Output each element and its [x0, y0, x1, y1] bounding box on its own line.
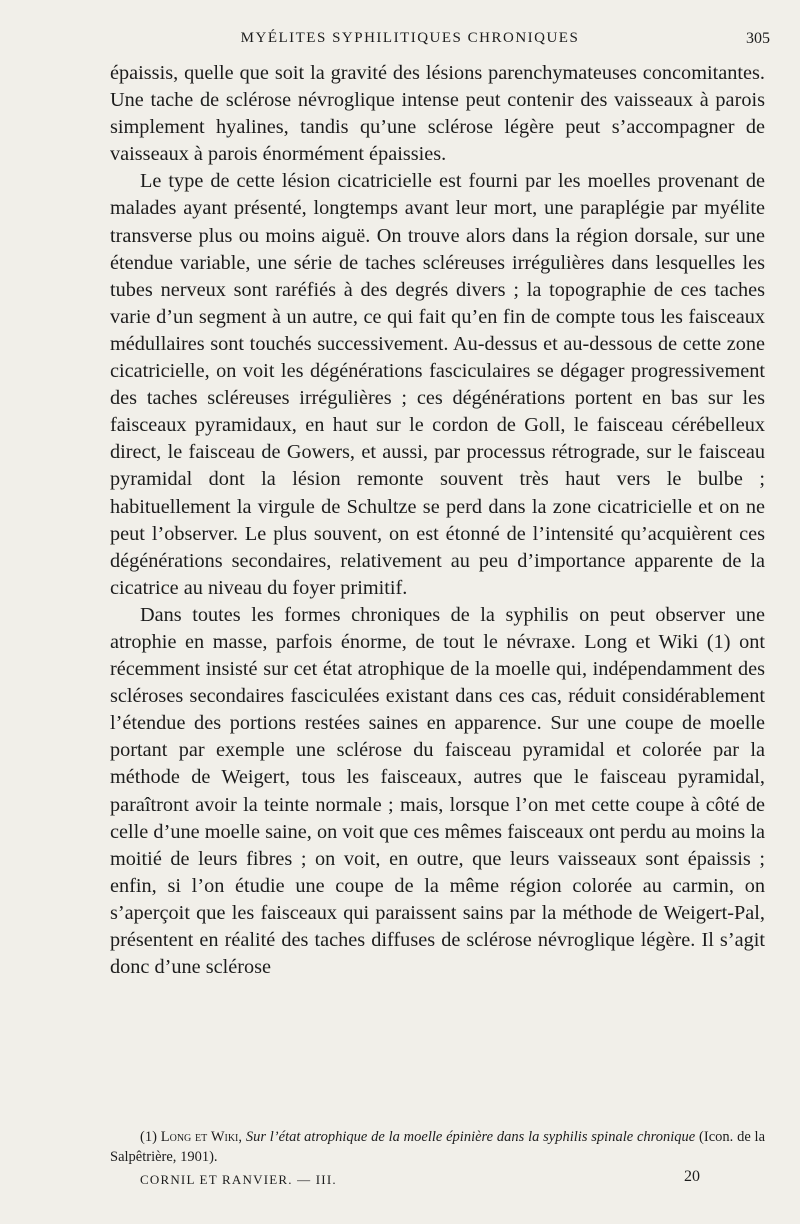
- footnote: [110, 1127, 765, 1167]
- footnote-marker: (1): [140, 1129, 157, 1145]
- signature-number: 20: [684, 1168, 700, 1185]
- paragraph-atrophy: Dans toutes les formes chroniques de la syphilis on peut observer une atrophie en masse, parfois énorme, de tout le névraxe. Long et Wiki (1) ont récemment insisté sur cet état atrophique de la moelle qui, indépendamment des scléroses secondaires fasciculées existant dans ces cas, réduit considérablement l’étendue des portions restées saines en apparence. Sur une coupe de moelle portant par exemple une sclérose du faisceau pyramidal et colorée par la méthode de Weigert, tous les faisceaux, autres que le faisceau pyramidal, paraîtront avoir la teinte normale ; mais, lorsque l’on met cette coupe à côté de celle d’une moelle saine, on voit que ces mêmes faisceaux ont perdu au moins la moitié de leurs fibres ; on voit, en outre, que leurs vaisseaux sont épaissis ; enfin, si l’on étudie une coupe de la même région colorée au carmin, on s’aperçoit que les faisceaux qui paraissent sains par la méthode de Weigert-Pal, présentent en réalité des taches diffuses de sclérose névroglique légère. Il s’agit donc d’une sclérose: [110, 603, 765, 979]
- footnote-title: Sur l’état atrophique de la moelle épinière dans la syphilis spinale chronique: [245, 1129, 696, 1145]
- footnote-source: (Icon. de la Salpêtrière,: [110, 1129, 766, 1165]
- footnote-year: 1901).: [180, 1149, 218, 1165]
- footnote-authors: Long et Wiki,: [160, 1129, 243, 1145]
- paragraph-cicatricial-lesion: Le type de cette lésion cicatricielle est fourni par les moelles provenant de malades ayant présenté, longtemps avant leur mort, une paraplégie par myélite transverse plus ou moins aiguë. On trouve alors dans la région dorsale, sur une étendue variable, une série de taches scléreuses irrégulières dans lesquelles les tubes nerveux sont raréfiés à des degrés divers ; la topographie de ces taches varie d’un segment à un autre, ce qui fait qu’en fin de compte tous les faisceaux médullaires sont touchés successivement. Au-dessus et au-dessous de cette zone cicatricielle, on voit les dégénérations fasciculaires se dégager progressivement des taches scléreuses irrégulières ; ces dégénérations portent en bas sur les faisceaux pyramidaux, en haut sur le cordon de Goll, le faisceau cérébelleux direct, le faisceau de Gowers, et aussi, par processus rétrograde, sur le faisceau pyramidal dont la lésion remonte souvent très haut vers le bulbe ; habituellement la virgule de Schultze se perd dans la zone cicatricielle et on ne peut l’observer. Le plus souvent, on est étonné de l’intensité qu’acquièrent ces dégénérations secondaires, relativement au peu d’importance apparente de la cicatrice au niveau du foyer primitif.: [110, 170, 765, 599]
- body-text: [110, 60, 765, 981]
- running-title: MYÉLITES SYPHILITIQUES CHRONIQUES: [240, 30, 580, 46]
- signature-label: CORNIL ET RANVIER. — III.: [140, 1172, 337, 1187]
- page-number: 305: [746, 30, 770, 47]
- paragraph-continuation: épaissis, quelle que soit la gravité des lésions parenchymateuses concomitantes. Une tache de sclérose névroglique intense peut contenir des vaisseaux à parois simplement hyalines, tandis qu’une sclérose légère peut s’accompagner de vaisseaux à parois énormément épaissies.: [110, 62, 765, 166]
